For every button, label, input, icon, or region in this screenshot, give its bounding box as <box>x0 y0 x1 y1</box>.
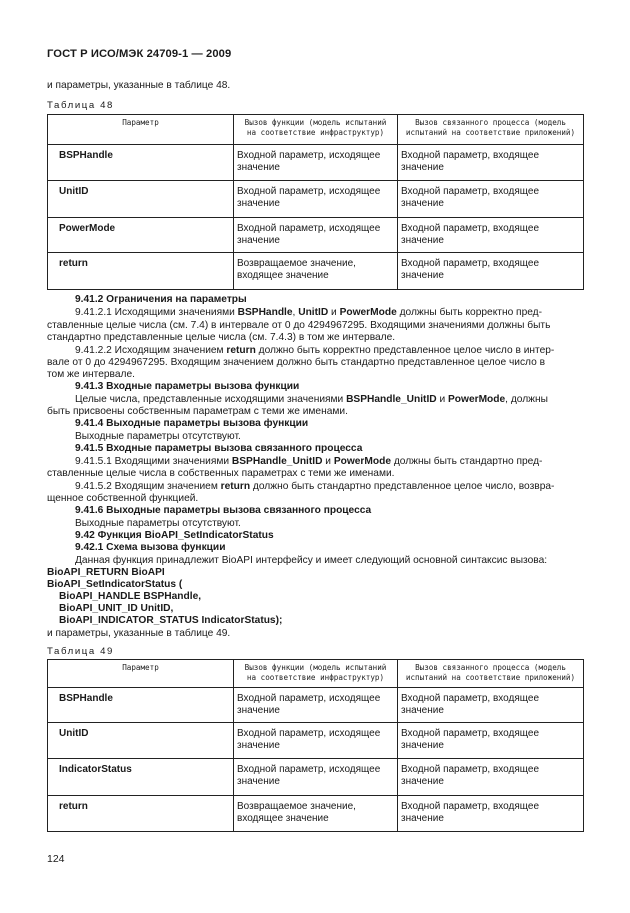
linked-cell: Входной параметр, входящее значение <box>398 253 584 290</box>
paragraph-line: Выходные параметры отсутствуют. <box>75 431 241 442</box>
table-49 <box>47 659 584 832</box>
linked-cell: Входной параметр, входящее значение <box>398 759 584 796</box>
col-header-function-call: Вызов функции (модель испытаний на соответствие инфраструктур) <box>234 660 398 688</box>
code-line: BioAPI_INDICATOR_STATUS IndicatorStatus); <box>59 615 283 626</box>
code-line: BioAPI_HANDLE BSPHandle, <box>59 591 202 602</box>
paragraph-line: 9.41.5.1 Входящими значениями BSPHandle_UnitID и PowerMode должны быть стандартно пред- <box>75 456 543 467</box>
table-48-caption: Таблица 48 <box>47 100 114 111</box>
linked-cell: Входной параметр, входящее значение <box>398 145 584 181</box>
page-number: 124 <box>47 853 65 865</box>
intro-table-49: и параметры, указанные в таблице 49. <box>47 628 231 639</box>
table-row <box>48 723 584 759</box>
table-48 <box>47 114 584 290</box>
call-cell: Входной параметр, исходящее значение <box>234 218 398 253</box>
paragraph-line: ставленные целые числа в собственных параметрах с теми же именами. <box>47 468 395 479</box>
linked-cell: Входной параметр, входящее значение <box>398 796 584 832</box>
table-row <box>48 181 584 218</box>
param-cell: IndicatorStatus <box>48 759 234 796</box>
section-heading: 9.41.5 Входные параметры вызова связанного процесса <box>75 443 363 454</box>
paragraph-line: щенное собственной функцией. <box>47 493 199 504</box>
paragraph-line: 9.41.2.2 Исходящим значением return должно быть корректно представленное целое число в интер- <box>75 345 555 356</box>
paragraph-line: ставленные целые числа (см. 7.4) в интервале от 0 до 4294967295. Входящими значениями должны быть <box>47 320 551 331</box>
col-header-function-call: Вызов функции (модель испытаний на соответствие инфраструктур) <box>234 115 398 145</box>
col-header-parameter: Параметр <box>48 660 234 688</box>
param-cell: return <box>48 796 234 832</box>
col-header-linked-process: Вызов связанного процесса (модель испытаний на соответствие приложений) <box>398 660 584 688</box>
code-line: BioAPI_SetIndicatorStatus ( <box>47 579 183 590</box>
document-header: ГОСТ Р ИСО/МЭК 24709-1 — 2009 <box>47 48 232 60</box>
call-cell: Входной параметр, исходящее значение <box>234 759 398 796</box>
param-cell: UnitID <box>48 181 234 218</box>
paragraph-line: быть присвоены собственным параметрам с теми же именами. <box>47 406 348 417</box>
call-cell: Возвращаемое значение, входящее значение <box>234 253 398 290</box>
linked-cell: Входной параметр, входящее значение <box>398 218 584 253</box>
section-heading: 9.41.2 Ограничения на параметры <box>75 294 247 305</box>
code-line: BioAPI_RETURN BioAPI <box>47 567 165 578</box>
table-row <box>48 253 584 290</box>
paragraph-line: Целые числа, представленные исходящими значениями BSPHandle_UnitID и PowerMode, должны <box>75 394 548 405</box>
paragraph-line: том же интервале. <box>47 369 135 380</box>
paragraph-line: вале от 0 до 4294967295. Входящим значением должно быть стандартно представленное целое число в <box>47 357 546 368</box>
paragraph-line: 9.41.5.2 Входящим значением return должно быть стандартно представленное целое число, возвра- <box>75 481 555 492</box>
param-cell: BSPHandle <box>48 145 234 181</box>
intro-table-48: и параметры, указанные в таблице 48. <box>47 80 231 91</box>
table-row <box>48 796 584 832</box>
section-heading: 9.42 Функция BioAPI_SetIndicatorStatus <box>75 530 274 541</box>
paragraph-line: 9.41.2.1 Исходящими значениями BSPHandle, UnitID и PowerMode должны быть корректно пред- <box>75 307 543 318</box>
code-line: BioAPI_UNIT_ID UnitID, <box>59 603 174 614</box>
section-heading: 9.41.6 Выходные параметры вызова связанного процесса <box>75 505 372 516</box>
call-cell: Входной параметр, исходящее значение <box>234 145 398 181</box>
paragraph-line: Выходные параметры отсутствуют. <box>75 518 241 529</box>
call-cell: Входной параметр, исходящее значение <box>234 181 398 218</box>
table-row <box>48 218 584 253</box>
param-cell: PowerMode <box>48 218 234 253</box>
call-cell: Входной параметр, исходящее значение <box>234 723 398 759</box>
param-cell: return <box>48 253 234 290</box>
table-header-row <box>48 660 584 688</box>
linked-cell: Входной параметр, входящее значение <box>398 723 584 759</box>
paragraph-line: Данная функция принадлежит BioAPI интерфейсу и имеет следующий основной синтаксис вызова: <box>75 555 548 566</box>
linked-cell: Входной параметр, входящее значение <box>398 181 584 218</box>
section-heading: 9.41.3 Входные параметры вызова функции <box>75 381 300 392</box>
col-header-parameter: Параметр <box>48 115 234 145</box>
table-header-row <box>48 115 584 145</box>
col-header-linked-process: Вызов связанного процесса (модель испытаний на соответствие приложений) <box>398 115 584 145</box>
param-cell: BSPHandle <box>48 688 234 723</box>
linked-cell: Входной параметр, входящее значение <box>398 688 584 723</box>
call-cell: Возвращаемое значение, входящее значение <box>234 796 398 832</box>
section-heading: 9.41.4 Выходные параметры вызова функции <box>75 418 309 429</box>
table-row <box>48 145 584 181</box>
table-49-caption: Таблица 49 <box>47 646 114 657</box>
paragraph-line: стандартно представленные целые числа (см. 7.4.3) в том же интервале. <box>47 332 396 343</box>
param-cell: UnitID <box>48 723 234 759</box>
section-heading: 9.42.1 Схема вызова функции <box>75 542 226 553</box>
call-cell: Входной параметр, исходящее значение <box>234 688 398 723</box>
table-row <box>48 688 584 723</box>
table-row <box>48 759 584 796</box>
